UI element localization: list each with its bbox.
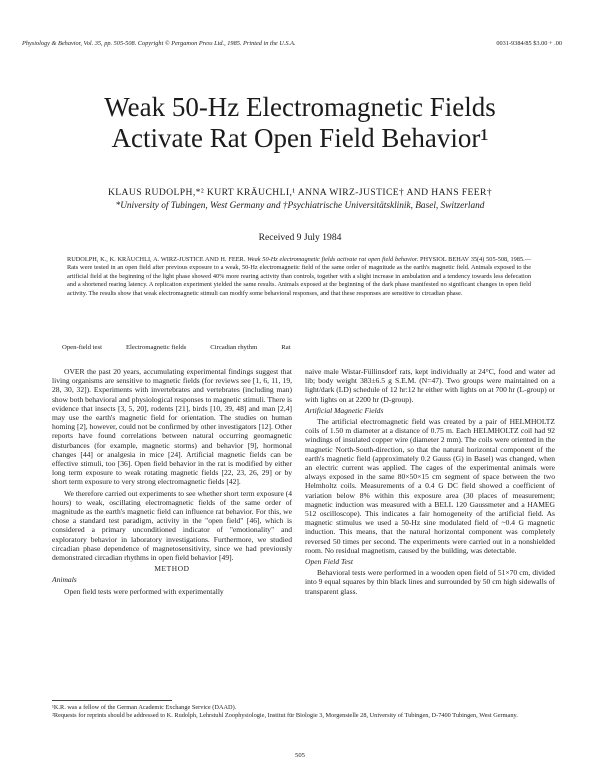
animals-continued-paragraph: naive male Wistar-Füllinsdorf rats, kept individually at 24°C, food and water ad lib; body weight 383±6.5 g S.E.M. (N=47). Two groups were maintained on a light/dark (LD) schedule of 12 hr:12 hr either with lights on at 700 hr (L-group) or with lights on at 2200 hr (D-group). xyxy=(305,367,555,404)
footnote-1: ¹K.R. was a fellow of the German Academic Exchange Service (DAAD). xyxy=(52,704,237,711)
footnote-2: ²Requests for reprints should be addressed to K. Rudolph, Lehrstuhl Zoophysiologie, Institut für Biologie 3, Morgenstelle 28, University of Tubingen, D-7400 Tubingen, West Germany. xyxy=(52,711,518,719)
abstract-citation: RUDOLPH, K., K. KRÄUCHLI, A. WIRZ-JUSTICE AND H. FEER. xyxy=(67,256,246,263)
keyword-list xyxy=(62,344,532,351)
abstract-cite-source: PHYSIOL BEHAV 35(4) 505-508, 1985. xyxy=(420,256,525,263)
abstract xyxy=(67,256,531,298)
open-field-heading: Open Field Test xyxy=(305,557,353,567)
paper-title xyxy=(0,92,600,154)
animals-paragraph: Open field tests were performed with experimentally xyxy=(64,586,224,596)
page-number: 505 xyxy=(295,752,305,759)
method-heading: METHOD xyxy=(154,564,190,574)
author-list: KLAUS RUDOLPH,*² KURT KRÄUCHLI,¹ ANNA WIRZ-JUSTICE† AND HANS FEER† xyxy=(107,187,493,198)
intro-paragraph-1: OVER the past 20 years, accumulating experimental findings suggest that living organisms are sensitive to magnetic fields (for reviews see [1, 6, 11, 19, 28, 30, 32]). Experiments with invertebrates and vertebrates (including man) show both behavioral and physiological responses to magnetic stimuli. There is evidence that insects [3, 5, 20], rodents [21], birds [10, 39, 48] and man [2,4] may use the earth's magnetic field for orientation. The studies on human homing [2], however, could not be confirmed by other investigators [12]. Other reports have found correlations between natural occurring geomagnetic disturbances (for example, magnetic storms) and behavior [9], hormonal changes [44] or analgesia in mice [24]. Artificial magnetic fields can be effective stimuli, too [36]. Open field behavior in the rat is modified by either long term exposure to weak rotating magnetic fields [22, 23, 26, 29] or by short term exposure to very strong electromagnetic fields [42]. xyxy=(52,367,292,487)
magnetic-fields-heading: Artificial Magnetic Fields xyxy=(305,405,384,415)
keyword: Rat xyxy=(281,344,291,351)
title-line-1: Weak 50-Hz Electromagnetic Fields xyxy=(104,92,496,122)
abstract-body: —Rats were tested in an open field after previous exposure to a weak, 50-Hz electromagnetic field of the same order of magnitude as the earth's magnetic field. Animals exposed to the artificial field at the beginning of the light phase showed 40% more rearing activity than controls, together with a slight increase in ambulation and a tendency towards less defecation and a shortened rearing latency. A replication experiment yielded the same results. Animals exposed at the beginning of the dark phase manifested no significant changes in open field activity. The results show that weak electromagnetic stimuli can modify some behavioral responses, and that these responses are sensitive to circadian phase. xyxy=(67,256,531,297)
open-field-paragraph: Behavioral tests were performed in a wooden open field of 51×70 cm, divided into 9 equal squares by thin black lines and surrounded by 50 cm high sidewalls of transparent glass. xyxy=(305,568,555,596)
abstract-cite-title: Weak 50-Hz electromagnetic fields activate rat open field behavior. xyxy=(247,256,419,263)
keyword: Open-field test xyxy=(62,344,102,351)
issn-header: 0031-9384/85 $3.00 + .00 xyxy=(496,40,562,47)
footnote-divider xyxy=(52,700,172,701)
affiliation: *University of Tubingen, West Germany and †Psychiatrische Universitätsklinik, Basel, Switzerland xyxy=(115,201,485,211)
intro-paragraph-2: We therefore carried out experiments to see whether short term exposure (4 hours) to weak, oscillating electromagnetic fields of the same order of magnitude as the earth's magnetic field can influence rat behavior. For this, we chose a standard test paradigm, activity in the "open field" [46], which is considered a primary unconditioned indicator of "emotionality" and exploratory behavior in laboratory investigations. Furthermore, we studied circadian phase dependence of magnetosensitivity, since we had previously demonstrated circadian rhythms in open field behavior [49]. xyxy=(52,488,292,563)
keyword: Circadian rhythm xyxy=(210,344,258,351)
magnetic-fields-paragraph: The artificial electromagnetic field was created by a pair of HELMHOLTZ coils of 1.50 m diameter at a distance of 0.75 m. Each HELMHOLTZ coil had 92 windings of insulated copper wire (diameter 2 mm). The coils were oriented in the magnetic North-South-direction, so that the natural horizontal component of the earth's magnetic field (approximately 0.2 Gauss (G) in Basel) was changed, when an electric current was applied. The cages of the experimental animals were always exposed in the same 80×50×15 cm segment of space between the two Helmholtz coils. Measurements of a 0.4 G DC field showed a coefficient of variation below 8% within this exposure area (30 places of measurement; magnetic induction was measured with a BELL 120 Gaussmeter and a HAMEG 512 oscilloscope). This indicates a fair homogeneity of the artificial field. As magnetic stimulus we used a 50-Hz sine modulated field of ~0.4 G magnetic induction. This means, that the natural horizontal component was completely reversed 50 times per second. The experiments were carried out in a nonshielded room. No residual magnetism, caused by the building, was detectable. xyxy=(305,417,555,555)
left-column xyxy=(52,367,292,596)
right-column xyxy=(305,367,555,596)
title-line-2: Activate Rat Open Field Behavior¹ xyxy=(111,123,489,153)
keyword: Electromagnetic fields xyxy=(125,344,187,351)
received-date: Received 9 July 1984 xyxy=(258,232,342,243)
animals-heading: Animals xyxy=(52,575,77,585)
footnotes xyxy=(52,704,542,720)
journal-header: Physiology & Behavior, Vol. 35, pp. 505-508. Copyright © Pergamon Press Ltd., 1985. Printed in the U.S.A. xyxy=(22,40,296,47)
